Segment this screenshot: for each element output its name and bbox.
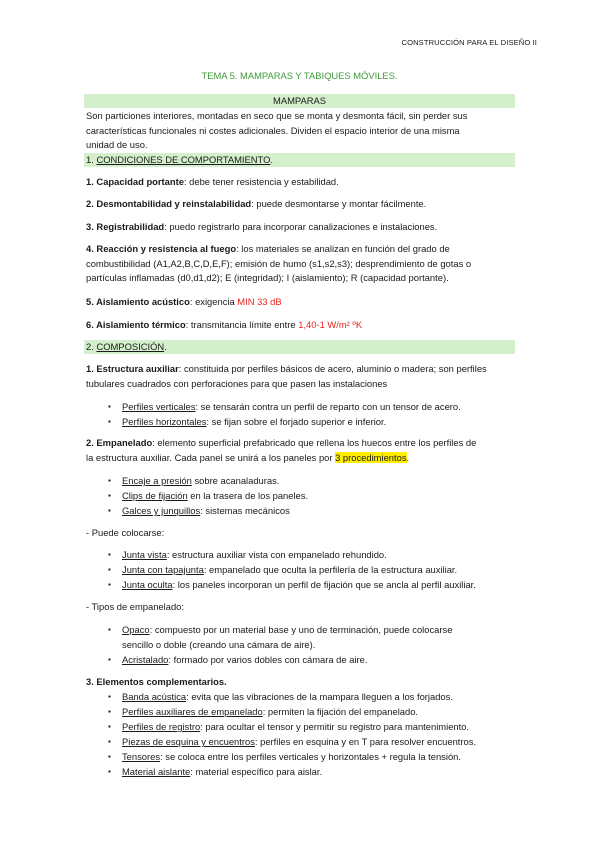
bullet-term: Perfiles de registro: [122, 721, 201, 732]
bullet-term: Opaco: [122, 624, 150, 635]
bullet-item: [122, 548, 522, 563]
sentence-end: .: [406, 451, 410, 463]
bullet-item: [122, 400, 522, 415]
section-end: .: [164, 341, 167, 352]
cond-text-line: partículas inflamadas (d0,d1,d2); E (integridad); I (aislamiento); R (capacidad portante).: [86, 272, 449, 283]
bullet-term: Clips de fijación: [122, 490, 188, 501]
cond-term: 6. Aislamiento térmico: [86, 319, 186, 330]
bullet-item: [122, 765, 522, 780]
comp-term: 1. Estructura auxiliar: [86, 363, 179, 374]
cond-item: [86, 175, 514, 190]
bullet-item: [122, 474, 522, 489]
bullet-term: Banda acústica: [122, 691, 187, 702]
cond-term: 5. Aislamiento acústico: [86, 296, 190, 307]
bullet-term: Galces y junquillos: [122, 505, 201, 516]
cond-item: [86, 295, 514, 310]
bullet-item: [122, 735, 522, 750]
bullet-term: Perfiles horizontales: [122, 416, 207, 427]
cond-text: : debe tener resistencia y estabilidad.: [183, 176, 339, 187]
cond-item: [86, 197, 514, 212]
comp-text: : constituida por perfiles básicos de acero, aluminio o madera; son perfiles: [178, 363, 487, 374]
bullet-text: : los paneles incorporan un perfil de fijación que se ancla al perfil auxiliar.: [172, 579, 476, 590]
cond-term: 4. Reacción y resistencia al fuego: [86, 243, 237, 254]
cond-text: : exigencia: [189, 296, 238, 307]
cond-text: : los materiales se analizan en función del grado de: [236, 243, 450, 254]
bullet-text-line: sencillo o doble (creando una cámara de aire).: [122, 638, 316, 650]
cond-term: 3. Registrabilidad: [86, 221, 165, 232]
bullet-text: : material específico para aislar.: [190, 766, 323, 777]
bullet-item: [122, 653, 522, 668]
bullet-text: : sistemas mecánicos: [200, 505, 290, 516]
bullet-item: [122, 705, 522, 720]
bullet-item: [122, 578, 522, 593]
intro-line: características funcionales ni costes adicionales. Dividen el espacio interior de una misma: [86, 124, 460, 136]
bullet-text: : se fijan sobre el forjado superior e inferior.: [206, 416, 387, 427]
bullet-text: : evita que las vibraciones de la mampara lleguen a los forjados.: [186, 691, 453, 702]
bullet-text: : compuesto por un material base y uno de terminación, puede colocarse: [149, 624, 453, 635]
bullet-item: [122, 690, 522, 705]
running-header: CONSTRUCCIÓN PARA EL DISEÑO II: [401, 38, 537, 47]
bullet-term: Material aislante: [122, 766, 191, 777]
cond-value: 1,40-1 W/m² ºK: [298, 319, 363, 330]
section-number: 1.: [86, 154, 94, 165]
bullet-text: : formado por varios dobles con cámara de aire.: [168, 654, 368, 665]
sentence-end: .: [224, 676, 227, 687]
band-label: MAMPARAS: [273, 95, 326, 106]
cond-item: [86, 220, 514, 235]
bullet-item: [122, 623, 522, 652]
comp-text-line: la estructura auxiliar. Cada panel se unirá a los paneles por: [86, 451, 336, 463]
cond-term: 1. Capacidad portante: [86, 176, 184, 187]
bullet-item: [122, 504, 522, 519]
comp-text: : elemento superficial prefabricado que rellena los huecos entre los perfiles de: [152, 437, 477, 448]
highlight-text: 3 procedimientos: [335, 451, 407, 463]
bullet-text: : perfiles en esquina y en T para resolver encuentros.: [254, 736, 477, 747]
section-heading: COMPOSICIÓN: [96, 341, 165, 352]
section-band-composicion: [84, 340, 515, 354]
sub-label: - Puede colocarse:: [86, 527, 165, 538]
comp-term: 3. Elementos complementarios: [86, 676, 225, 687]
bullet-text: sobre acanaladuras.: [191, 475, 280, 486]
section-end: .: [270, 154, 274, 165]
cond-text: : puede desmontarse y montar fácilmente.: [251, 198, 427, 209]
bullet-term: Perfiles verticales: [122, 401, 196, 412]
bullet-text: : estructura auxiliar vista con empanelado rehundido.: [166, 549, 387, 560]
cond-term: 2. Desmontabilidad y reinstalabilidad: [86, 198, 252, 209]
bullet-item: [122, 415, 522, 430]
intro-line: unidad de uso.: [86, 139, 148, 150]
section-heading: CONDICIONES DE COMPORTAMIENTO: [96, 154, 271, 165]
bullet-term: Piezas de esquina y encuentros: [122, 736, 255, 747]
cond-item: [86, 318, 514, 333]
sub-label: - Tipos de empanelado:: [86, 601, 184, 612]
document-title: TEMA 5. MAMPARAS Y TABIQUES MÓVILES.: [201, 70, 398, 81]
cond-item: [86, 242, 514, 286]
section-number: 2.: [86, 341, 94, 352]
bullet-term: Junta vista: [122, 549, 167, 560]
bullet-term: Junta oculta: [122, 579, 173, 590]
bullet-item: [122, 750, 522, 765]
bullet-text: : se coloca entre los perfiles verticales y horizontales + regula la tensión.: [160, 751, 461, 762]
bullet-term: Junta con tapajunta: [122, 564, 204, 575]
section-band-condiciones: [84, 153, 515, 167]
intro-paragraph: [86, 109, 514, 153]
cond-value: MIN 33 dB: [237, 296, 282, 307]
bullet-item: [122, 563, 522, 578]
bullet-item: [122, 720, 522, 735]
bullet-text: : empanelado que oculta la perfilería de la estructura auxiliar.: [203, 564, 458, 575]
intro-line: Son particiones interiores, montadas en seco que se monta y desmonta fácil, sin perder sus: [86, 110, 468, 121]
section-band-mamparas: [84, 94, 515, 108]
bullet-term: Acristalado: [122, 654, 169, 665]
bullet-text: : permiten la fijación del empanelado.: [262, 706, 419, 717]
bullet-text: : para ocultar el tensor y permitir su registro para mantenimiento.: [200, 721, 470, 732]
cond-text-line: combustibilidad (A1,A2,B,C,D,E,F); emisión de humo (s1,s2,s3); desprendimiento de gotas o: [86, 257, 472, 269]
bullet-text: en la trasera de los paneles.: [187, 490, 309, 501]
bullet-term: Encaje a presión: [122, 475, 192, 486]
cond-text: : transmitancia límite entre: [185, 319, 299, 330]
bullet-text: : se tensarán contra un perfil de reparto con un tensor de acero.: [195, 401, 461, 412]
bullet-item: [122, 489, 522, 504]
comp-item: [86, 675, 514, 690]
comp-term: 2. Empanelado: [86, 437, 153, 448]
bullet-term: Tensores: [122, 751, 161, 762]
cond-text: : puedo registrarlo para incorporar canalizaciones e instalaciones.: [164, 221, 438, 232]
comp-item: [86, 362, 514, 391]
bullet-term: Perfiles auxiliares de empanelado: [122, 706, 263, 717]
comp-text-line: tubulares cuadrados con perforaciones para que pasen las instalaciones: [86, 377, 388, 389]
comp-item: [86, 436, 514, 465]
